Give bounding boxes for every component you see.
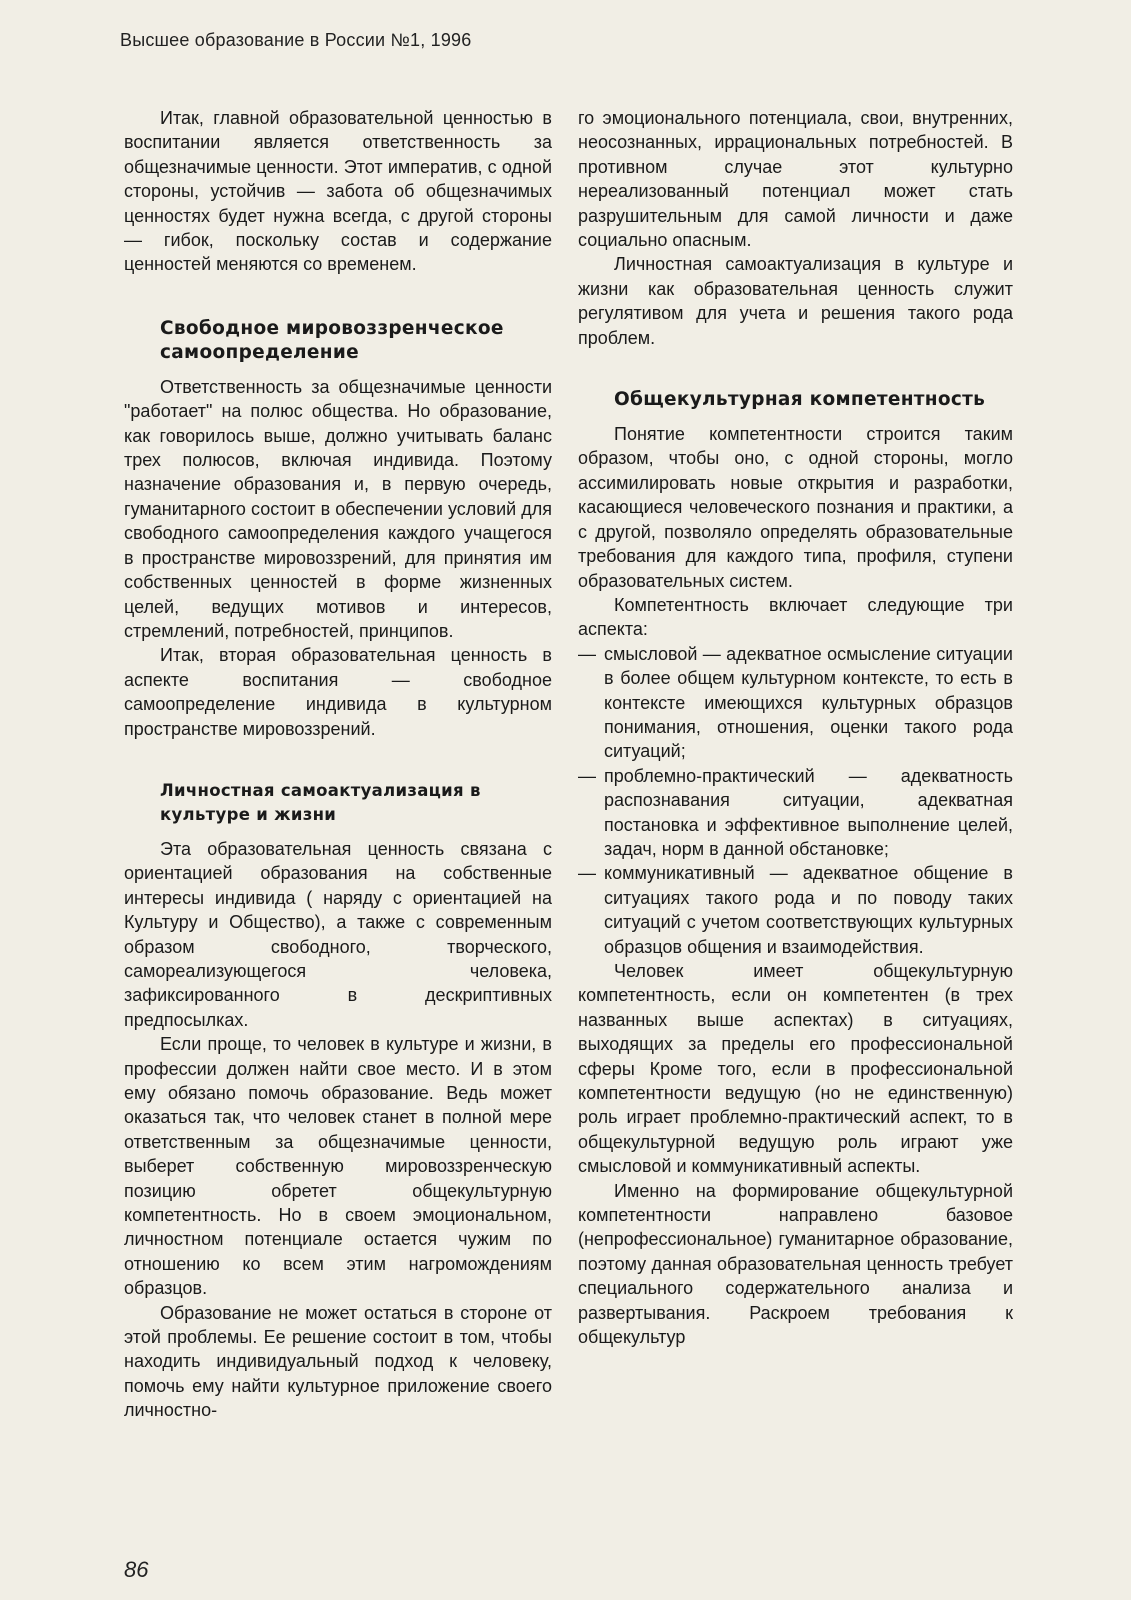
paragraph: Итак, главной образовательной ценностью в воспитании является ответственность за общезначимые ценности. Этот императив, с одной стороны, устойчив — забота об общезначимых ценностях будет нужна всегда, с другой стороны — гибок, поскольку состав и содержание ценностей меняются со временем. [124, 108, 552, 275]
paragraph: Именно на формирование общекультурной компетентности направлено базовое (непрофессиональное) гуманитарное образование, поэтому данная образовательная ценность требует специального содержательного анализа и развертывания. Раскроем требования к общекультур [578, 1180, 1013, 1348]
paragraph: Личностная самоактуализация в культуре и жизни как образовательная ценность служит регулятивом для учета и решения такого рода проблем. [578, 254, 1013, 348]
page-number: 86 [124, 1557, 149, 1582]
list-item: — смысловой — адекватное осмысление ситуации в более общем культурном контексте, то есть в контексте имеющихся культурных образцов понимания, отношения, оценки такого рода ситуаций; [578, 642, 1013, 764]
section-heading: Общекультурная компетентность [614, 389, 986, 411]
paragraph: Понятие компетентности строится таким образом, чтобы оно, с одной стороны, могло ассимилировать новые открытия и разработки, касающиеся человеческого познания и практики, а с другой, позволяло определять образовательные требования для каждого типа, профиля, ступени образовательных систем. [578, 424, 1013, 591]
list-item: — проблемно-практический — адекватность распознавания ситуации, адекватная постановка и эффективное выполнение целей, задач, норм в данной обстановке; [578, 764, 1013, 862]
paragraph: Эта образовательная ценность связана с ориентацией образования на собственные интересы индивида ( наряду с ориентацией на Культуру и Общество), а также с современным образом свободного, творческого, самореализующегося человека, зафиксированного в дескриптивных предпосылках. [124, 838, 552, 1030]
section-heading: Свободное мировоззренческое самоопределение [160, 317, 504, 363]
right-column [578, 106, 1013, 1350]
left-column [124, 106, 552, 1423]
paragraph: Компетентность включает следующие три аспекта: [578, 594, 1013, 640]
paragraph: Человек имеет общекультурную компетентность, если он компетентен (в трех названных выше аспектах) в ситуациях, выходящих за пределы его профессиональной сферы Кроме того, если в профессиональной компетентности ведущую (но не единственную) роль играет проблемно-практический аспект, то в общекультурной ведущую роль играют уже смысловой и коммуникативный аспекты. [578, 961, 1013, 1177]
running-header: Высшее образование в России №1, 1996 [120, 30, 472, 50]
aspect-list [578, 642, 1013, 959]
paragraph: го эмоционального потенциала, свои, внутренних, неосознанных, иррациональных потребностей. В противном случае этот культурно нереализованный потенциал может стать разрушительным для самой личности и даже социально опасным. [578, 108, 1013, 251]
paragraph: Образование не может остаться в стороне от этой проблемы. Ее решение состоит в том, чтобы находить индивидуальный подход к человеку, помочь ему найти культурное приложение своего личностно- [124, 1302, 552, 1421]
paragraph: Ответственность за общезначимые ценности "работает" на полюс общества. Но образование, как говорилось выше, должно учитывать баланс трех полюсов, включая индивида. Поэтому назначение образования и, в первую очередь, гуманитарного состоит в обеспечении условий для свободного самоопределения каждого учащегося в пространстве мировоззрений, для принятия им собственных ценностей в форме жизненных целей, ведущих мотивов и интересов, стремлений, потребностей, принципов. [124, 376, 552, 641]
list-item: — коммуникативный — адекватное общение в ситуациях такого рода и по поводу таких ситуаций с учетом соответствующих культурных образцов общения и взаимодействия. [578, 861, 1013, 959]
section-heading: Личностная самоактуализация в культуре и жизни [160, 780, 481, 824]
paragraph: Итак, вторая образовательная ценность в аспекте воспитания — свободное самоопределение индивида в культурном пространстве мировоззрений. [124, 645, 552, 739]
paragraph: Если проще, то человек в культуре и жизни, в профессии должен найти свое место. И в этом ему обязано помочь образование. Ведь может оказаться так, что человек станет в полной мере ответственным за общезначимые ценности, выберет собственную мировоззренческую позицию обретет общекультурную компетентность. Но в своем эмоциональном, личностном потенциале остается чужим по отношению ко всем этим нагромождениям образцов. [124, 1034, 552, 1299]
